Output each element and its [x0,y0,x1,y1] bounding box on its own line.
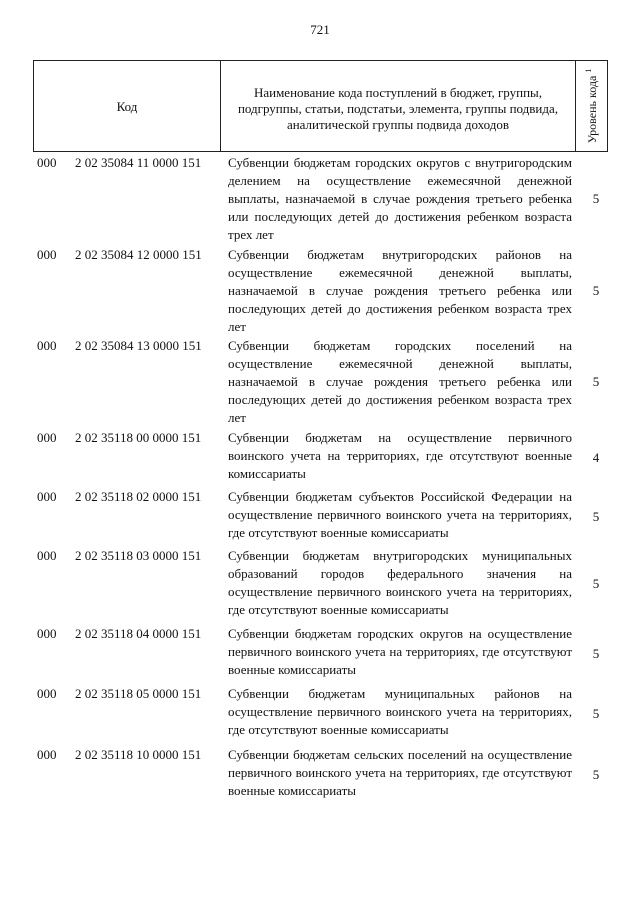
header-level-label: Уровень кода [584,75,599,144]
row-code: 2 02 35118 05 0000 151 [75,686,202,701]
row-description: Субвенции бюджетам городских округов на осуществление первичного воинского учета на территориях, где отсутствуют военные комиссариаты [228,626,572,677]
row-prefix: 000 [37,548,57,563]
header-level-footnote-mark: 1 [583,68,593,73]
row-code: 2 02 35118 10 0000 151 [75,747,202,762]
row-prefix: 000 [37,430,57,445]
row-level: 5 [592,283,600,298]
row-level: 5 [592,509,600,524]
row-code: 2 02 35084 13 0000 151 [75,338,202,353]
row-description: Субвенции бюджетам сельских поселений на осуществление первичного воинского учета на территориях, где отсутствуют военные комиссариаты [228,747,572,798]
row-code: 2 02 35084 11 0000 151 [75,155,202,170]
row-level: 4 [592,450,600,465]
row-description: Субвенции бюджетам субъектов Российской Федерации на осуществление первичного воинского учета на территориях, где отсутствуют военные комиссариаты [228,489,572,540]
row-code: 2 02 35118 04 0000 151 [75,626,202,641]
row-code: 2 02 35118 02 0000 151 [75,489,202,504]
row-level: 5 [592,374,600,389]
row-description: Субвенции бюджетам на осуществление первичного воинского учета на территориях, где отсутствуют военные комиссариаты [228,430,572,481]
row-prefix: 000 [37,489,57,504]
row-prefix: 000 [37,338,57,353]
row-code: 2 02 35118 03 0000 151 [75,548,202,563]
row-description: Субвенции бюджетам городских поселений на осуществление ежемесячной денежной выплаты, назначаемой в случае рождения третьего ребенка или последующих детей до достижения ребенком возраста трех лет [228,338,572,425]
row-prefix: 000 [37,247,57,262]
row-code: 2 02 35118 00 0000 151 [75,430,202,445]
row-level: 5 [592,706,600,721]
row-level: 5 [592,191,600,206]
row-description: Субвенции бюджетам внутригородских муниципальных образований городов федерального значения на осуществление первичного воинского учета на территориях, где отсутствуют военные комиссариаты [228,548,572,617]
row-prefix: 000 [37,155,57,170]
page-number: 721 [310,22,330,37]
row-prefix: 000 [37,626,57,641]
header-code-label: Код [116,99,138,114]
row-description: Субвенции бюджетам городских округов с внутригородским делением на осуществление ежемесячной денежной выплаты, назначаемой в случае рождения третьего ребенка или последующих детей до достижения ребенком возраста трех лет [228,155,572,242]
row-level: 5 [592,646,600,661]
row-description: Субвенции бюджетам муниципальных районов на осуществление первичного воинского учета на территориях, где отсутствуют военные комиссариаты [228,686,572,737]
row-prefix: 000 [37,686,57,701]
row-prefix: 000 [37,747,57,762]
row-level: 5 [592,767,600,782]
row-level: 5 [592,576,600,591]
row-description: Субвенции бюджетам внутригородских районов на осуществление ежемесячной денежной выплаты, назначаемой в случае рождения третьего ребенка или последующих детей до достижения ребенком возраста трех лет [228,247,572,334]
row-code: 2 02 35084 12 0000 151 [75,247,202,262]
header-name-label: Наименование кода поступлений в бюджет, группы, подгруппы, статьи, подстатьи, элемента, группы подвида, аналитической группы подвида доходов [237,85,559,132]
